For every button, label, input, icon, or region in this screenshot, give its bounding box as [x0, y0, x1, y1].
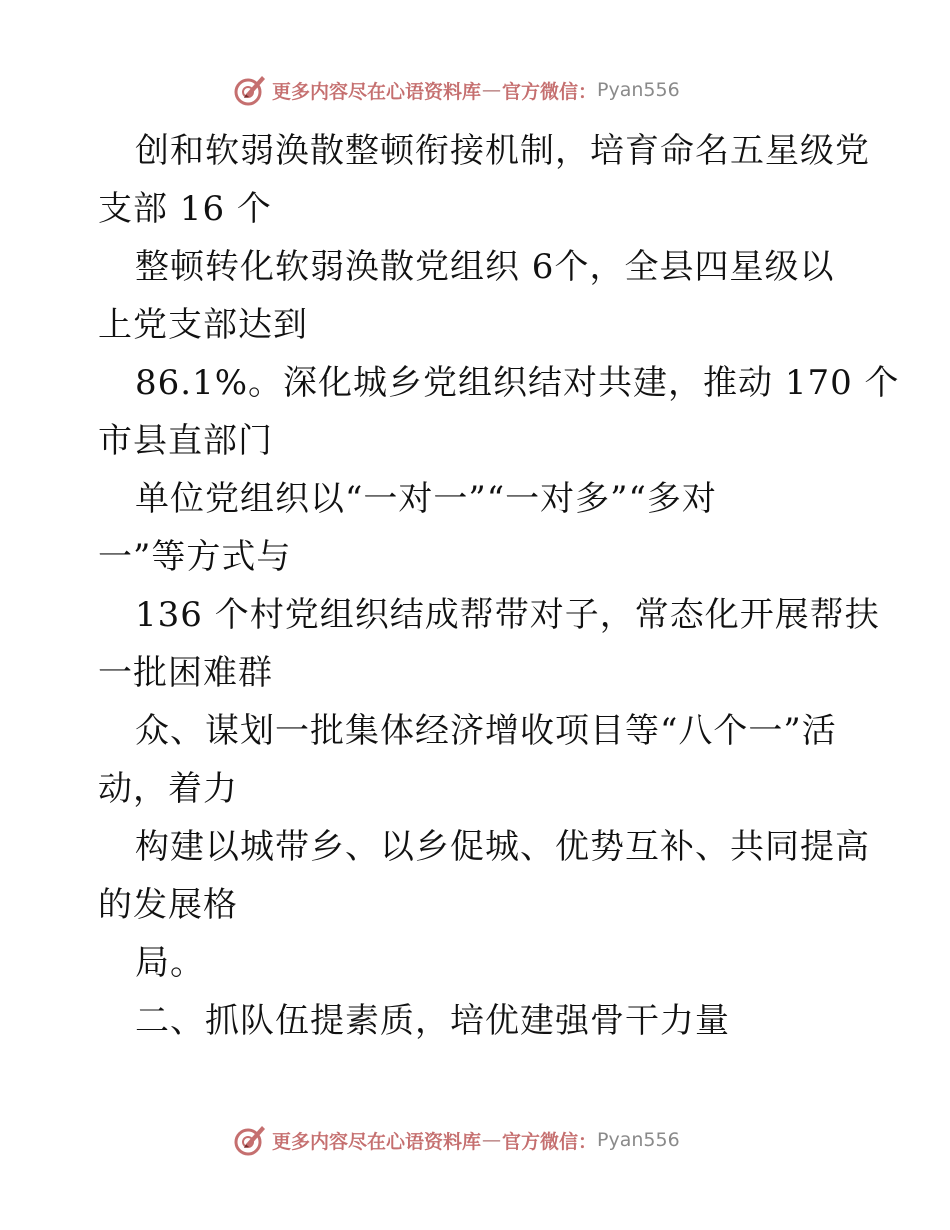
body-line-6: 市县直部门	[98, 421, 273, 461]
watermark-site-text: 更多内容尽在心语资料库	[272, 80, 482, 103]
body-line-3: 整顿转化软弱涣散党组织 6个，全县四星级以	[135, 247, 835, 287]
watermark-wechat-label: 官方微信：	[502, 80, 598, 103]
header-watermark	[232, 70, 680, 110]
body-line-9: 136 个村党组织结成帮带对子，常态化开展帮扶	[135, 595, 880, 635]
body-line-5: 86.1%。深化城乡党组织结对共建，推动 170 个	[135, 363, 900, 403]
body-line-8: 一”等方式与	[98, 537, 292, 577]
watermark-site-text: 更多内容尽在心语资料库	[272, 1130, 482, 1153]
watermark-wechat-label: 官方微信：	[502, 1130, 598, 1153]
watermark-wechat-id: Pyan556	[597, 79, 680, 101]
body-line-1: 创和软弱涣散整顿衔接机制，培育命名五星级党	[135, 131, 870, 171]
document-body	[98, 122, 900, 1050]
watermark-dash: —	[482, 1129, 502, 1151]
pen-circle-logo-icon	[232, 1122, 268, 1158]
watermark-wechat-id: Pyan556	[597, 1129, 680, 1151]
body-line-13: 构建以城带乡、以乡促城、优势互补、共同提高	[135, 827, 870, 867]
body-line-14: 的发展格	[98, 885, 238, 925]
section-heading: 二、抓队伍提素质，培优建强骨干力量	[135, 1001, 730, 1041]
body-line-12: 动，着力	[98, 769, 238, 809]
body-line-15: 局。	[135, 943, 205, 983]
footer-watermark	[232, 1120, 680, 1160]
body-line-7: 单位党组织以“一对一”“一对多”“多对	[135, 479, 717, 519]
watermark-dash: —	[482, 79, 502, 101]
body-line-10: 一批困难群	[98, 653, 273, 693]
body-line-11: 众、谋划一批集体经济增收项目等“八个一”活	[135, 711, 837, 751]
body-line-4: 上党支部达到	[98, 305, 308, 345]
body-line-2: 支部 16 个	[98, 189, 272, 229]
pen-circle-logo-icon	[232, 72, 268, 108]
